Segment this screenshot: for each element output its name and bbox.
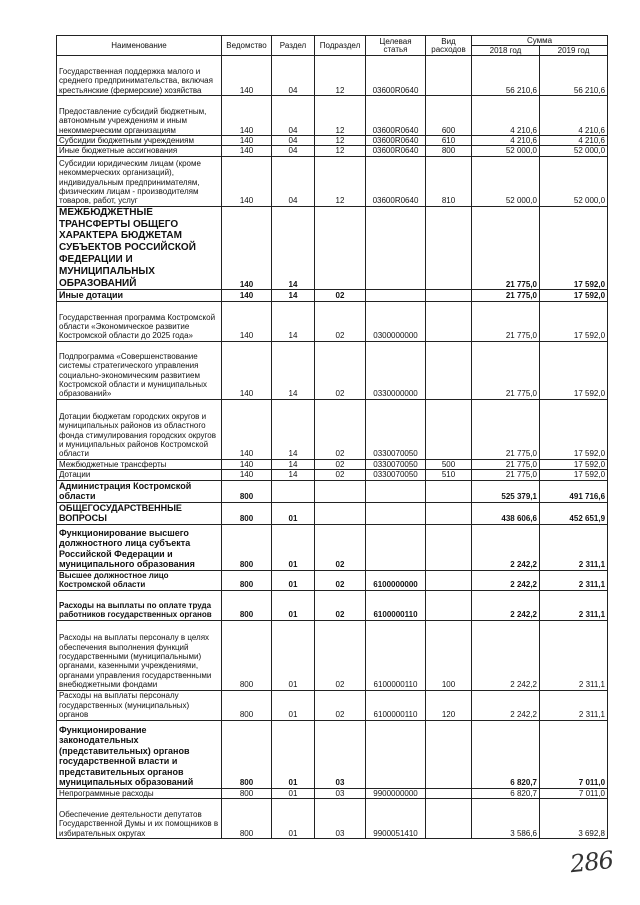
row-razdel: 04 bbox=[272, 56, 315, 96]
row-sum-2019: 17 592,0 bbox=[540, 341, 608, 399]
row-sum-2018: 438 606,6 bbox=[472, 502, 540, 524]
row-sum-2019: 2 311,1 bbox=[540, 590, 608, 620]
row-name: Расходы на выплаты по оплате труда работников государственных органов bbox=[57, 590, 222, 620]
row-sum-2018: 525 379,1 bbox=[472, 480, 540, 502]
row-podrazdel: 03 bbox=[315, 799, 366, 839]
row-name: ОБЩЕГОСУДАРСТВЕННЫЕ ВОПРОСЫ bbox=[57, 502, 222, 524]
row-vid-rashodov bbox=[426, 788, 472, 798]
row-sum-2018: 2 242,2 bbox=[472, 620, 540, 690]
row-vedomstvo: 800 bbox=[222, 690, 272, 720]
row-sum-2019: 4 210,6 bbox=[540, 136, 608, 146]
row-celevaya-statya: 03600R0640 bbox=[366, 136, 426, 146]
row-name: Государственная поддержка малого и среднего предпринимательства, включая крестьянские (фермерские) хозяйства bbox=[57, 56, 222, 96]
row-name: Непрограммные расходы bbox=[57, 788, 222, 798]
header-razdel: Раздел bbox=[272, 36, 315, 56]
header-2019: 2019 год bbox=[540, 46, 608, 56]
row-sum-2019: 17 592,0 bbox=[540, 399, 608, 459]
row-vedomstvo: 800 bbox=[222, 620, 272, 690]
row-celevaya-statya bbox=[366, 502, 426, 524]
row-vedomstvo: 140 bbox=[222, 290, 272, 302]
row-vid-rashodov bbox=[426, 570, 472, 590]
row-podrazdel: 12 bbox=[315, 136, 366, 146]
row-podrazdel: 12 bbox=[315, 96, 366, 136]
row-razdel: 14 bbox=[272, 459, 315, 469]
table-row bbox=[57, 459, 608, 469]
header-2018: 2018 год bbox=[472, 46, 540, 56]
row-sum-2019: 17 592,0 bbox=[540, 301, 608, 341]
row-vedomstvo: 140 bbox=[222, 399, 272, 459]
row-name: Расходы на выплаты персоналу в целях обеспечения выполнения функций государственными (муниципальными) органами, казенными учреждениями, органами управления государственными внебюджетными фондами bbox=[57, 620, 222, 690]
row-sum-2018: 21 775,0 bbox=[472, 301, 540, 341]
row-vedomstvo: 800 bbox=[222, 720, 272, 788]
row-celevaya-statya bbox=[366, 524, 426, 570]
row-sum-2019: 52 000,0 bbox=[540, 156, 608, 206]
row-vid-rashodov: 610 bbox=[426, 136, 472, 146]
row-podrazdel: 02 bbox=[315, 290, 366, 302]
row-vedomstvo: 140 bbox=[222, 341, 272, 399]
table-row bbox=[57, 690, 608, 720]
row-vedomstvo: 800 bbox=[222, 788, 272, 798]
row-vedomstvo: 800 bbox=[222, 799, 272, 839]
row-razdel: 01 bbox=[272, 590, 315, 620]
row-sum-2019: 2 311,1 bbox=[540, 690, 608, 720]
row-podrazdel: 03 bbox=[315, 720, 366, 788]
row-sum-2019: 7 011,0 bbox=[540, 788, 608, 798]
row-podrazdel bbox=[315, 206, 366, 290]
row-vid-rashodov bbox=[426, 524, 472, 570]
row-sum-2018: 4 210,6 bbox=[472, 136, 540, 146]
row-sum-2018: 56 210,6 bbox=[472, 56, 540, 96]
row-sum-2018: 4 210,6 bbox=[472, 96, 540, 136]
row-vedomstvo: 800 bbox=[222, 502, 272, 524]
row-vedomstvo: 800 bbox=[222, 524, 272, 570]
row-celevaya-statya bbox=[366, 720, 426, 788]
row-vid-rashodov: 510 bbox=[426, 470, 472, 480]
row-sum-2019: 4 210,6 bbox=[540, 96, 608, 136]
row-vid-rashodov bbox=[426, 590, 472, 620]
row-name: Иные дотации bbox=[57, 290, 222, 302]
row-podrazdel: 02 bbox=[315, 690, 366, 720]
row-vedomstvo: 140 bbox=[222, 459, 272, 469]
table-row bbox=[57, 301, 608, 341]
row-sum-2019: 7 011,0 bbox=[540, 720, 608, 788]
row-celevaya-statya: 6100000000 bbox=[366, 570, 426, 590]
row-sum-2019: 17 592,0 bbox=[540, 290, 608, 302]
row-celevaya-statya: 9900051410 bbox=[366, 799, 426, 839]
header-vedomstvo: Ведомство bbox=[222, 36, 272, 56]
row-sum-2018: 21 775,0 bbox=[472, 399, 540, 459]
row-sum-2018: 52 000,0 bbox=[472, 156, 540, 206]
row-vedomstvo: 140 bbox=[222, 56, 272, 96]
row-podrazdel: 12 bbox=[315, 146, 366, 156]
row-name: Иные бюджетные ассигнования bbox=[57, 146, 222, 156]
row-vid-rashodov bbox=[426, 480, 472, 502]
row-celevaya-statya: 0330070050 bbox=[366, 459, 426, 469]
table-row bbox=[57, 620, 608, 690]
row-razdel: 01 bbox=[272, 799, 315, 839]
table-row bbox=[57, 480, 608, 502]
row-sum-2019: 452 651,9 bbox=[540, 502, 608, 524]
row-sum-2018: 21 775,0 bbox=[472, 206, 540, 290]
row-name: Межбюджетные трансферты bbox=[57, 459, 222, 469]
row-vid-rashodov bbox=[426, 399, 472, 459]
row-vedomstvo: 140 bbox=[222, 146, 272, 156]
table-row bbox=[57, 399, 608, 459]
row-name: Дотации бюджетам городских округов и муниципальных районов из областного фонда стимулирования городских округов и муниципальных районов Костромской области bbox=[57, 399, 222, 459]
row-sum-2018: 21 775,0 bbox=[472, 459, 540, 469]
row-sum-2019: 17 592,0 bbox=[540, 459, 608, 469]
row-celevaya-statya: 6100000110 bbox=[366, 590, 426, 620]
row-razdel: 14 bbox=[272, 399, 315, 459]
row-vid-rashodov bbox=[426, 206, 472, 290]
row-celevaya-statya: 03600R0640 bbox=[366, 56, 426, 96]
row-vid-rashodov bbox=[426, 799, 472, 839]
row-sum-2018: 6 820,7 bbox=[472, 720, 540, 788]
row-razdel: 14 bbox=[272, 206, 315, 290]
header-vid-rashodov: Вид расходов bbox=[426, 36, 472, 56]
table-row bbox=[57, 341, 608, 399]
table-row bbox=[57, 96, 608, 136]
row-sum-2018: 2 242,2 bbox=[472, 690, 540, 720]
row-razdel: 01 bbox=[272, 570, 315, 590]
row-razdel: 01 bbox=[272, 788, 315, 798]
row-vid-rashodov bbox=[426, 290, 472, 302]
row-sum-2018: 2 242,2 bbox=[472, 524, 540, 570]
table-row bbox=[57, 570, 608, 590]
row-razdel: 04 bbox=[272, 146, 315, 156]
row-celevaya-statya bbox=[366, 290, 426, 302]
row-razdel: 14 bbox=[272, 341, 315, 399]
row-celevaya-statya: 0330070050 bbox=[366, 399, 426, 459]
row-vid-rashodov: 100 bbox=[426, 620, 472, 690]
row-vedomstvo: 140 bbox=[222, 136, 272, 146]
row-vedomstvo: 140 bbox=[222, 206, 272, 290]
row-celevaya-statya: 03600R0640 bbox=[366, 156, 426, 206]
row-sum-2019: 17 592,0 bbox=[540, 206, 608, 290]
table-row bbox=[57, 56, 608, 96]
table-row bbox=[57, 206, 608, 290]
row-name: Субсидии юридическим лицам (кроме некоммерческих организаций), индивидуальным предпринимателям, физическим лицам - производителям товаров, работ, услуг bbox=[57, 156, 222, 206]
row-celevaya-statya bbox=[366, 206, 426, 290]
row-vid-rashodov: 120 bbox=[426, 690, 472, 720]
row-sum-2018: 3 586,6 bbox=[472, 799, 540, 839]
table-row bbox=[57, 502, 608, 524]
row-name: Расходы на выплаты персоналу государственных (муниципальных) органов bbox=[57, 690, 222, 720]
row-podrazdel: 02 bbox=[315, 341, 366, 399]
row-podrazdel: 02 bbox=[315, 590, 366, 620]
row-name: Дотации bbox=[57, 470, 222, 480]
row-celevaya-statya bbox=[366, 480, 426, 502]
row-vid-rashodov: 500 bbox=[426, 459, 472, 469]
row-podrazdel: 02 bbox=[315, 620, 366, 690]
row-vedomstvo: 140 bbox=[222, 470, 272, 480]
table-row bbox=[57, 720, 608, 788]
row-sum-2018: 21 775,0 bbox=[472, 470, 540, 480]
table-row bbox=[57, 799, 608, 839]
row-razdel: 14 bbox=[272, 290, 315, 302]
table-row bbox=[57, 590, 608, 620]
page-number: 286 bbox=[568, 845, 615, 879]
row-podrazdel: 12 bbox=[315, 56, 366, 96]
row-vid-rashodov bbox=[426, 56, 472, 96]
row-podrazdel: 02 bbox=[315, 470, 366, 480]
table-row bbox=[57, 290, 608, 302]
row-podrazdel: 02 bbox=[315, 570, 366, 590]
table-row bbox=[57, 156, 608, 206]
row-sum-2018: 21 775,0 bbox=[472, 341, 540, 399]
row-razdel bbox=[272, 480, 315, 502]
table-row bbox=[57, 788, 608, 798]
row-vedomstvo: 140 bbox=[222, 301, 272, 341]
row-name: Высшее должностное лицо Костромской области bbox=[57, 570, 222, 590]
row-sum-2018: 2 242,2 bbox=[472, 590, 540, 620]
row-celevaya-statya: 6100000110 bbox=[366, 690, 426, 720]
table-row bbox=[57, 524, 608, 570]
row-podrazdel: 02 bbox=[315, 301, 366, 341]
row-name: Обеспечение деятельности депутатов Государственной Думы и их помощников в избирательных округах bbox=[57, 799, 222, 839]
row-razdel: 01 bbox=[272, 690, 315, 720]
row-podrazdel bbox=[315, 502, 366, 524]
row-sum-2018: 6 820,7 bbox=[472, 788, 540, 798]
row-vedomstvo: 800 bbox=[222, 590, 272, 620]
row-celevaya-statya: 6100000110 bbox=[366, 620, 426, 690]
row-celevaya-statya: 03600R0640 bbox=[366, 146, 426, 156]
row-celevaya-statya: 03600R0640 bbox=[366, 96, 426, 136]
row-sum-2019: 56 210,6 bbox=[540, 56, 608, 96]
header-name: Наименование bbox=[57, 36, 222, 56]
row-celevaya-statya: 0300000000 bbox=[366, 301, 426, 341]
row-name: Государственная программа Костромской области «Экономическое развитие Костромской области до 2025 года» bbox=[57, 301, 222, 341]
row-vedomstvo: 800 bbox=[222, 480, 272, 502]
row-name: Функционирование высшего должностного лица субъекта Российской Федерации и муниципального образования bbox=[57, 524, 222, 570]
row-podrazdel: 02 bbox=[315, 459, 366, 469]
row-podrazdel: 03 bbox=[315, 788, 366, 798]
row-celevaya-statya: 0330070050 bbox=[366, 470, 426, 480]
header-summa: Сумма bbox=[472, 36, 608, 46]
header-celevaya-statya: Целевая статья bbox=[366, 36, 426, 56]
row-name: Администрация Костромской области bbox=[57, 480, 222, 502]
row-razdel: 01 bbox=[272, 524, 315, 570]
row-razdel: 01 bbox=[272, 502, 315, 524]
row-podrazdel: 12 bbox=[315, 156, 366, 206]
table-row bbox=[57, 470, 608, 480]
row-name: МЕЖБЮДЖЕТНЫЕ ТРАНСФЕРТЫ ОБЩЕГО ХАРАКТЕРА БЮДЖЕТАМ СУБЪЕКТОВ РОССИЙСКОЙ ФЕДЕРАЦИИ И МУНИЦИПАЛЬНЫХ ОБРАЗОВАНИЙ bbox=[57, 206, 222, 290]
row-sum-2019: 2 311,1 bbox=[540, 570, 608, 590]
row-name: Субсидии бюджетным учреждениям bbox=[57, 136, 222, 146]
row-podrazdel bbox=[315, 480, 366, 502]
row-sum-2019: 17 592,0 bbox=[540, 470, 608, 480]
row-name: Подпрограмма «Совершенствование системы стратегического управления социально-экономическим развитием Костромской области и муниципальных образований» bbox=[57, 341, 222, 399]
row-name: Функционирование законодательных (представительных) органов государственной власти и представительных органов муниципальных образований bbox=[57, 720, 222, 788]
row-vid-rashodov: 600 bbox=[426, 96, 472, 136]
row-razdel: 04 bbox=[272, 136, 315, 146]
row-sum-2019: 3 692,8 bbox=[540, 799, 608, 839]
row-sum-2019: 52 000,0 bbox=[540, 146, 608, 156]
row-podrazdel: 02 bbox=[315, 399, 366, 459]
table-row bbox=[57, 136, 608, 146]
row-sum-2019: 2 311,1 bbox=[540, 620, 608, 690]
row-vid-rashodov: 800 bbox=[426, 146, 472, 156]
row-razdel: 14 bbox=[272, 301, 315, 341]
row-sum-2018: 2 242,2 bbox=[472, 570, 540, 590]
row-sum-2019: 491 716,6 bbox=[540, 480, 608, 502]
row-sum-2019: 2 311,1 bbox=[540, 524, 608, 570]
row-vid-rashodov bbox=[426, 720, 472, 788]
row-razdel: 04 bbox=[272, 96, 315, 136]
row-name: Предоставление субсидий бюджетным, автономным учреждениям и иным некоммерческим организациям bbox=[57, 96, 222, 136]
row-celevaya-statya: 0330000000 bbox=[366, 341, 426, 399]
row-celevaya-statya: 9900000000 bbox=[366, 788, 426, 798]
row-vid-rashodov bbox=[426, 301, 472, 341]
row-vid-rashodov bbox=[426, 341, 472, 399]
row-sum-2018: 52 000,0 bbox=[472, 146, 540, 156]
row-vedomstvo: 140 bbox=[222, 96, 272, 136]
row-vedomstvo: 140 bbox=[222, 156, 272, 206]
row-sum-2018: 21 775,0 bbox=[472, 290, 540, 302]
row-vedomstvo: 800 bbox=[222, 570, 272, 590]
row-razdel: 01 bbox=[272, 720, 315, 788]
table-row bbox=[57, 146, 608, 156]
row-vid-rashodov bbox=[426, 502, 472, 524]
budget-table bbox=[56, 35, 608, 839]
header-podrazdel: Подраздел bbox=[315, 36, 366, 56]
row-razdel: 01 bbox=[272, 620, 315, 690]
row-razdel: 04 bbox=[272, 156, 315, 206]
row-podrazdel: 02 bbox=[315, 524, 366, 570]
row-razdel: 14 bbox=[272, 470, 315, 480]
row-vid-rashodov: 810 bbox=[426, 156, 472, 206]
